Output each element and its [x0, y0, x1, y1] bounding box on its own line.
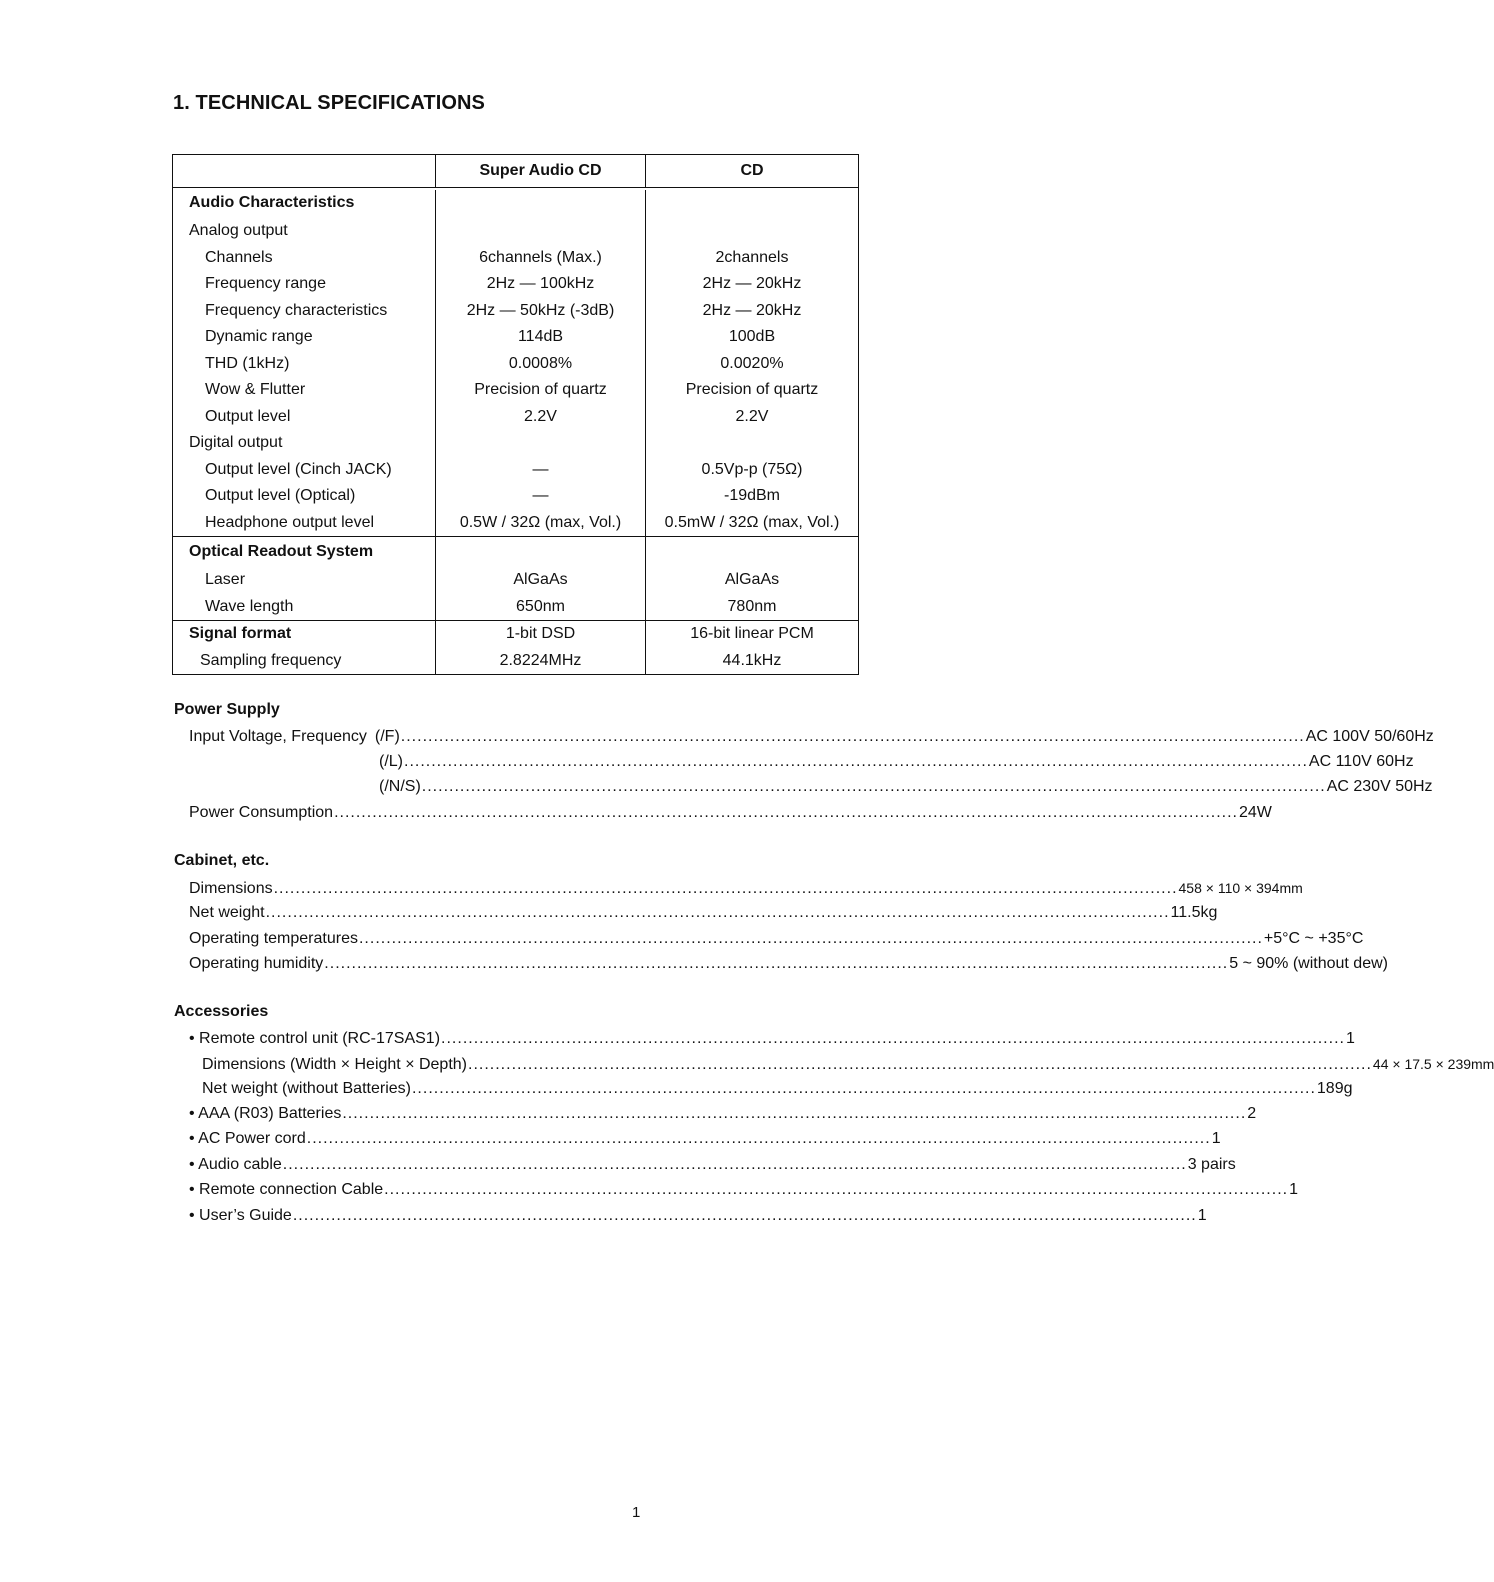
dot-leader: ......................................................................................................................................................................	[324, 955, 1229, 972]
spec-label: Output level (Cinch JACK)	[205, 460, 392, 478]
cd-value: 100dB	[728, 328, 776, 345]
cd-value: 2.2V	[735, 407, 769, 425]
dot-leader: ......................................................................................................................................................................	[265, 904, 1170, 921]
spec-label: Laser	[205, 571, 246, 588]
spec-table	[172, 154, 859, 675]
spec-label: Wave length	[205, 597, 294, 615]
page-title: 1. TECHNICAL SPECIFICATIONS	[173, 92, 485, 114]
sacd-value: 114dB	[517, 328, 564, 345]
section-audio	[173, 188, 858, 537]
cabinet-row	[189, 878, 1303, 898]
spec-label: Sampling frequency	[200, 651, 342, 669]
accessory-value: 44 × 17.5 × 239mm	[1372, 1056, 1494, 1072]
sacd-value: Precision of quartz	[474, 381, 607, 398]
signal-heading: Signal format	[189, 625, 292, 642]
dot-leader: ......................................................................................................................................................................	[421, 778, 1326, 795]
accessory-label: Net weight (without Batteries)	[202, 1080, 411, 1097]
signal-cd-values	[646, 621, 858, 674]
power-variant-label: (/L)	[379, 753, 403, 770]
cd-value: 0.0020%	[720, 354, 784, 372]
accessory-row	[202, 1054, 1494, 1074]
dot-leader: ......................................................................................................................................................................	[404, 753, 1308, 770]
sacd-value: 2Hz — 100kHz	[486, 275, 595, 292]
accessory-value: 1	[1211, 1130, 1221, 1147]
sacd-value: 2Hz — 50kHz (-3dB)	[466, 301, 615, 319]
accessories-title: Accessories	[174, 1003, 269, 1020]
header-cd: CD	[740, 162, 764, 179]
signal-sacd-values	[436, 621, 646, 674]
cd-value	[646, 217, 858, 245]
accessory-label: • AC Power cord	[189, 1130, 306, 1147]
cabinet-label: Dimensions	[189, 880, 273, 897]
sacd-value: 6channels (Max.)	[479, 248, 602, 266]
sacd-value: AlGaAs	[513, 571, 568, 588]
sacd-value	[436, 537, 645, 567]
dot-leader: ......................................................................................................................................................................	[400, 728, 1305, 745]
cabinet-value: 5 ~ 90% (without dew)	[1229, 955, 1388, 972]
power-variant-row	[379, 777, 1433, 797]
audio-sacd-values	[436, 190, 646, 536]
accessory-row	[189, 1180, 1298, 1200]
spec-label: Frequency range	[205, 275, 326, 292]
cd-value: 44.1kHz	[722, 651, 782, 669]
cd-value: 0.5Vp-p (75Ω)	[701, 460, 803, 478]
power-variant-label: (/F)	[374, 728, 400, 745]
cabinet-value: 458 × 110 × 394mm	[1178, 880, 1303, 896]
dot-leader: ......................................................................................................................................................................	[273, 880, 1178, 897]
accessory-value: 1	[1197, 1207, 1207, 1224]
cd-value: 16-bit linear PCM	[690, 625, 814, 642]
power-variant-value: AC 110V 60Hz	[1308, 753, 1414, 770]
sacd-value: 1-bit DSD	[505, 625, 576, 642]
power-supply-title: Power Supply	[174, 701, 280, 718]
power-variant-value: AC 230V 50Hz	[1326, 778, 1433, 795]
cd-value: 2Hz — 20kHz	[702, 275, 802, 292]
cabinet-label: Operating humidity	[189, 955, 324, 972]
power-consumption-row	[189, 803, 1272, 823]
analog-output-label: Analog output	[189, 221, 288, 239]
accessory-label: • Audio cable	[189, 1156, 282, 1173]
accessory-label: • AAA (R03) Batteries	[189, 1105, 342, 1122]
cd-value: 0.5mW / 32Ω (max, Vol.)	[664, 513, 840, 531]
accessory-value: 3 pairs	[1187, 1156, 1236, 1173]
dot-leader: ......................................................................................................................................................................	[282, 1156, 1187, 1173]
cabinet-row	[189, 903, 1218, 923]
digital-output-label: Digital output	[189, 434, 283, 451]
audio-cd-values	[646, 190, 858, 536]
page-number: 1	[632, 1504, 641, 1521]
dot-leader: ......................................................................................................................................................................	[342, 1105, 1247, 1122]
sacd-value: 0.5W / 32Ω (max, Vol.)	[459, 513, 622, 531]
signal-labels	[173, 621, 436, 674]
audio-labels	[173, 190, 436, 536]
dot-leader: ......................................................................................................................................................................	[411, 1080, 1316, 1097]
accessory-row	[189, 1155, 1236, 1175]
dot-leader: ......................................................................................................................................................................	[358, 930, 1263, 947]
cd-value: -19dBm	[723, 487, 781, 504]
dot-leader: ......................................................................................................................................................................	[384, 1181, 1289, 1198]
power-variant-label: (/N/S)	[379, 778, 421, 795]
audio-heading: Audio Characteristics	[189, 194, 355, 211]
spec-label: Headphone output level	[205, 513, 375, 531]
section-signal	[173, 621, 858, 674]
dot-leader: ......................................................................................................................................................................	[306, 1130, 1211, 1147]
spec-label: Dynamic range	[205, 328, 313, 345]
cabinet-value: 11.5kg	[1170, 904, 1218, 921]
spec-label: THD (1kHz)	[205, 354, 290, 372]
dot-leader: ......................................................................................................................................................................	[468, 1056, 1372, 1073]
sacd-value: 0.0008%	[508, 354, 573, 372]
accessory-label: • User’s Guide	[189, 1207, 292, 1224]
power-consumption-label: Power Consumption	[189, 804, 334, 821]
spec-label: Output level	[205, 407, 291, 425]
cabinet-label: Net weight	[189, 904, 265, 921]
cd-value	[646, 190, 858, 217]
power-variant-row	[379, 752, 1414, 772]
accessory-row	[189, 1029, 1355, 1049]
dot-leader: ......................................................................................................................................................................	[334, 804, 1238, 821]
cabinet-row	[189, 929, 1364, 949]
header-super-audio-cd: Super Audio CD	[436, 155, 646, 187]
accessory-value: 189g	[1316, 1080, 1353, 1097]
accessory-value: 2	[1247, 1105, 1257, 1122]
dot-leader: ......................................................................................................................................................................	[292, 1207, 1197, 1224]
sacd-value: —	[532, 487, 549, 504]
power-consumption-value: 24W	[1239, 804, 1272, 821]
cabinet-row	[189, 954, 1388, 974]
cd-value: 2channels	[715, 248, 789, 266]
accessory-value: 1	[1289, 1181, 1298, 1198]
spec-label: Output level (Optical)	[205, 487, 356, 504]
optical-sacd-values	[436, 537, 646, 620]
cabinet-value: +5°C ~ +35°C	[1263, 930, 1364, 947]
accessory-row	[189, 1206, 1207, 1226]
optical-cd-values	[646, 537, 858, 620]
sacd-value: 2.8224MHz	[499, 651, 582, 669]
input-voltage-label: Input Voltage, Frequency	[189, 728, 367, 745]
power-variant-value: AC 100V 50/60Hz	[1305, 728, 1434, 745]
cd-value: 2Hz — 20kHz	[702, 301, 802, 319]
spec-label: Channels	[205, 248, 273, 266]
sacd-value: —	[532, 460, 549, 478]
optical-labels	[173, 537, 436, 620]
sacd-value	[436, 217, 645, 245]
accessory-value: 1	[1345, 1030, 1355, 1047]
table-header-row	[173, 155, 858, 188]
accessory-label: Dimensions (Width × Height × Depth)	[202, 1056, 467, 1073]
cd-value: 780nm	[727, 597, 777, 615]
accessory-row	[189, 1129, 1221, 1149]
accessory-label: • Remote connection Cable	[189, 1181, 384, 1198]
cd-value: AlGaAs	[724, 571, 780, 588]
sacd-value: 650nm	[516, 597, 565, 615]
spec-label: Wow & Flutter	[205, 381, 306, 398]
sacd-value	[436, 190, 645, 217]
accessory-row	[202, 1079, 1353, 1099]
cd-value	[646, 430, 858, 457]
accessory-label: • Remote control unit (RC-17SAS1)	[189, 1030, 441, 1047]
header-empty-cell	[173, 155, 436, 187]
cd-value: Precision of quartz	[685, 381, 819, 398]
spec-label: Frequency characteristics	[205, 301, 388, 319]
optical-heading: Optical Readout System	[189, 543, 374, 560]
power-input-row	[189, 727, 1434, 747]
cabinet-title: Cabinet, etc.	[174, 852, 270, 869]
cd-value	[646, 537, 858, 567]
accessory-row	[189, 1104, 1257, 1124]
sacd-value: 2.2V	[524, 407, 557, 425]
sacd-value	[436, 430, 645, 457]
cabinet-label: Operating temperatures	[189, 930, 358, 947]
dot-leader: ......................................................................................................................................................................	[441, 1030, 1345, 1047]
section-optical	[173, 537, 858, 621]
